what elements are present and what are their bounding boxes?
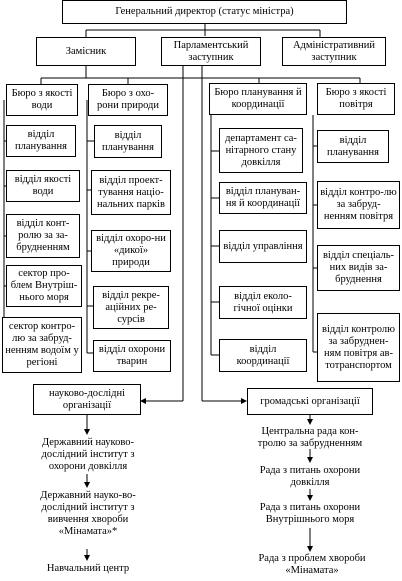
col3-coordination-dept: відділ координації (219, 339, 307, 372)
col2-wildlife-dept: відділ охоро-ни «дикої» природи (91, 230, 171, 272)
col2-national-parks-dept: відділ проект-тування націо-нальних парків (91, 170, 171, 215)
col3-planning-coordination-dept: відділ плануван-ня й координації (219, 182, 307, 214)
public-item-inland-sea-council: Рада з питань охорони Внутрішнього моря (259, 502, 361, 525)
research-item-minamata-institute: Державний науко-во-дослідний інститут з вивчення хвороби «Мінамата»* (40, 490, 136, 537)
air-quality-bureau: Бюро з якості повітря (317, 83, 395, 115)
public-item-minamata-council: Рада з проблем хвороби «Мінамата» (258, 553, 366, 576)
col1-regional-sector: сектор контро-лю за забруд-ненням водоїм у регіоні (2, 317, 82, 373)
col1-water-quality-dept: відділ якості води (6, 170, 80, 202)
water-quality-bureau: Бюро з якості води (6, 84, 78, 116)
research-item-training-center: Навчальний центр (46, 563, 130, 574)
col4-planning-dept: відділ планування (317, 130, 389, 163)
col2-recreation-dept: відділ рекре-аційних ре-сурсів (93, 286, 169, 329)
col3-management-dept: відділ управління (219, 230, 307, 263)
research-orgs-box: науково-дослідні організації (33, 384, 141, 415)
public-orgs-box: громадські організації (247, 388, 373, 415)
nature-protection-bureau: Бюро з охо-рони природи (88, 84, 168, 116)
parliamentary-deputy-box: Парламентський заступник (161, 37, 261, 66)
public-item-pollution-council: Центральна рада кон-тролю за забрудненням (257, 426, 363, 449)
administrative-deputy-box: Адміністративний заступник (282, 37, 386, 66)
col1-planning-dept: відділ планування (6, 125, 76, 157)
col1-pollution-control-dept: відділ конт-ролю за за-брудненням (6, 214, 80, 258)
col2-animal-protection-dept: відділ охорони тварин (93, 340, 171, 372)
public-item-env-council: Рада з питань охорони довкілля (259, 465, 361, 488)
col1-inland-sea-sector: сектор про-блем Внутріш-нього моря (6, 265, 82, 307)
col3-ecological-assessment-dept: відділ еколо-гічної оцінки (219, 286, 307, 319)
deputy-box: Замісник (36, 37, 136, 66)
col3-sanitary-dept: департамент са-нітарного стану довкілля (219, 128, 303, 173)
research-item-env-institute: Державний науково-дослідний інститут з охорони довкілля (41, 437, 135, 472)
director-box: Генеральний директор (статус міністра) (62, 0, 347, 24)
col2-planning-dept: відділ планування (94, 125, 162, 158)
col4-vehicle-pollution-dept: відділ контролю за забруднен-ням повітря ав-тотранспортом (317, 313, 400, 382)
col4-special-pollution-dept: відділ спеціаль-них видів за-бруднення (317, 245, 400, 291)
col4-air-pollution-dept: відділ контро-лю за забруд-ненням повітря (317, 181, 400, 229)
planning-coordination-bureau: Бюро планування й координації (209, 83, 307, 115)
